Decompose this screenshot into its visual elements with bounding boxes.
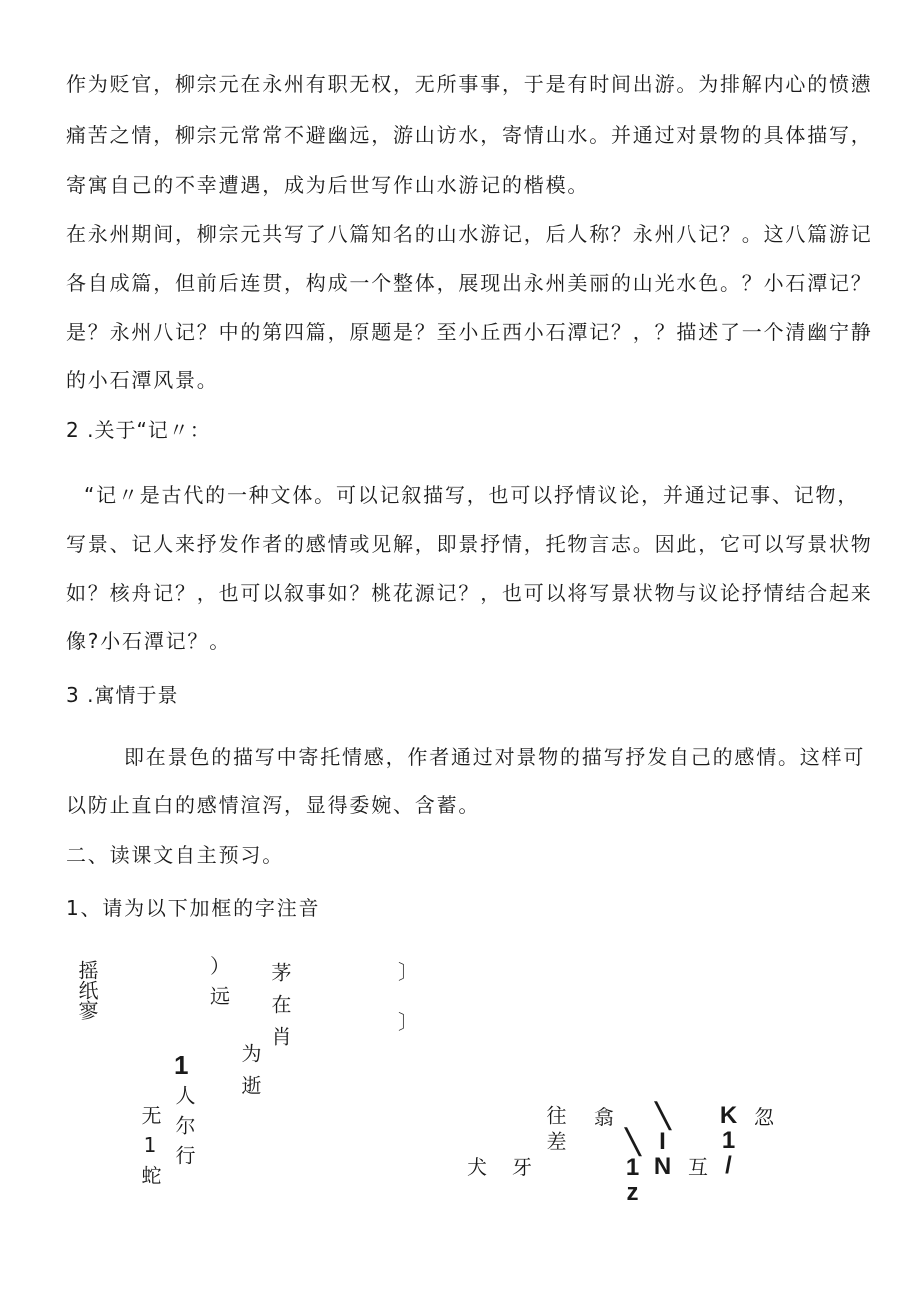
paragraph-line: 在永州期间，柳宗元共写了八篇知名的山水游记，后人称？永州八记？。这八篇游记 (66, 222, 873, 246)
paragraph-line: 各自成篇，但前后连贯，构成一个整体，展现出永州美丽的山光水色。？小石潭记？ (66, 271, 873, 295)
paragraph-line: 作为贬官，柳宗元在永州有职无权，无所事事，于是有时间出游。为排解内心的愤懑 (66, 72, 873, 96)
paragraph-line: 寄寓自己的不幸遭遇，成为后世写作山水游记的楷模。 (66, 173, 590, 197)
exercise-bracket: 〕 (398, 960, 418, 984)
paragraph-line: 痛苦之情，柳宗元常常不避幽远，游山访水，寄情山水。并通过对景物的具体描写， (66, 123, 873, 147)
paragraph-line: 像?小石潭记？。 (66, 629, 232, 653)
paragraph-line: 如？核舟记？，也可以叙事如？桃花源记？，也可以将写景状物与议论抒情结合起来 (66, 581, 873, 605)
exercise-char: 牙 (512, 1155, 532, 1179)
exercise-char: 犬 (467, 1155, 487, 1179)
exercise-chars: 无1蛇 (138, 1105, 162, 1193)
exercise-ocr-text: ╲1z (619, 1128, 646, 1204)
paragraph-line: “记〃是古代的一种文体。可以记叙描写，也可以抒情议论，并通过记事、记物， (84, 483, 860, 507)
exercise-chars: 人尔行 (172, 1085, 196, 1175)
paragraph-line: 以防止直白的感情渲泻，显得委婉、含蓄。 (66, 793, 481, 817)
exercise-char: 远 (210, 984, 230, 1008)
paragraph-line: 即在景色的描写中寄托情感，作者通过对景物的描写抒发自己的感情。这样可 (124, 745, 866, 769)
exercise-number: 1 (174, 1050, 189, 1080)
exercise-chars: 茅在肖 (268, 962, 292, 1058)
question-line: 1、请为以下加框的字注音 (66, 896, 321, 920)
paragraph-line: 写景、记人来抒发作者的感情或见解，即景抒情，托物言志。因此，它可以写景状物 (66, 532, 873, 556)
exercise-chars: 为逝 (238, 1043, 262, 1107)
section-heading: 2 .关于“记〃： (66, 418, 211, 442)
exercise-chars: 摇纸寥 (75, 960, 99, 1020)
paragraph-line: 的小石潭风景。 (66, 368, 219, 392)
paragraph-line: 二、读课文自主预习。 (66, 843, 284, 867)
exercise-bracket: 〕 (398, 1010, 418, 1034)
exercise-ocr-text: ╲IN (649, 1102, 676, 1178)
exercise-paren: ） (210, 954, 230, 978)
exercise-char: 忽 (754, 1105, 774, 1129)
paragraph-line: 是？永州八记？中的第四篇，原题是？至小丘西小石潭记？，？描述了一个清幽宁静 (66, 320, 873, 344)
exercise-chars: 往差 (543, 1105, 567, 1157)
exercise-char: 互 (688, 1155, 708, 1179)
exercise-ocr-text: K1/ (715, 1102, 742, 1177)
exercise-char: 翕 (594, 1105, 614, 1129)
section-heading: 3 .寓情于景 (66, 683, 179, 707)
